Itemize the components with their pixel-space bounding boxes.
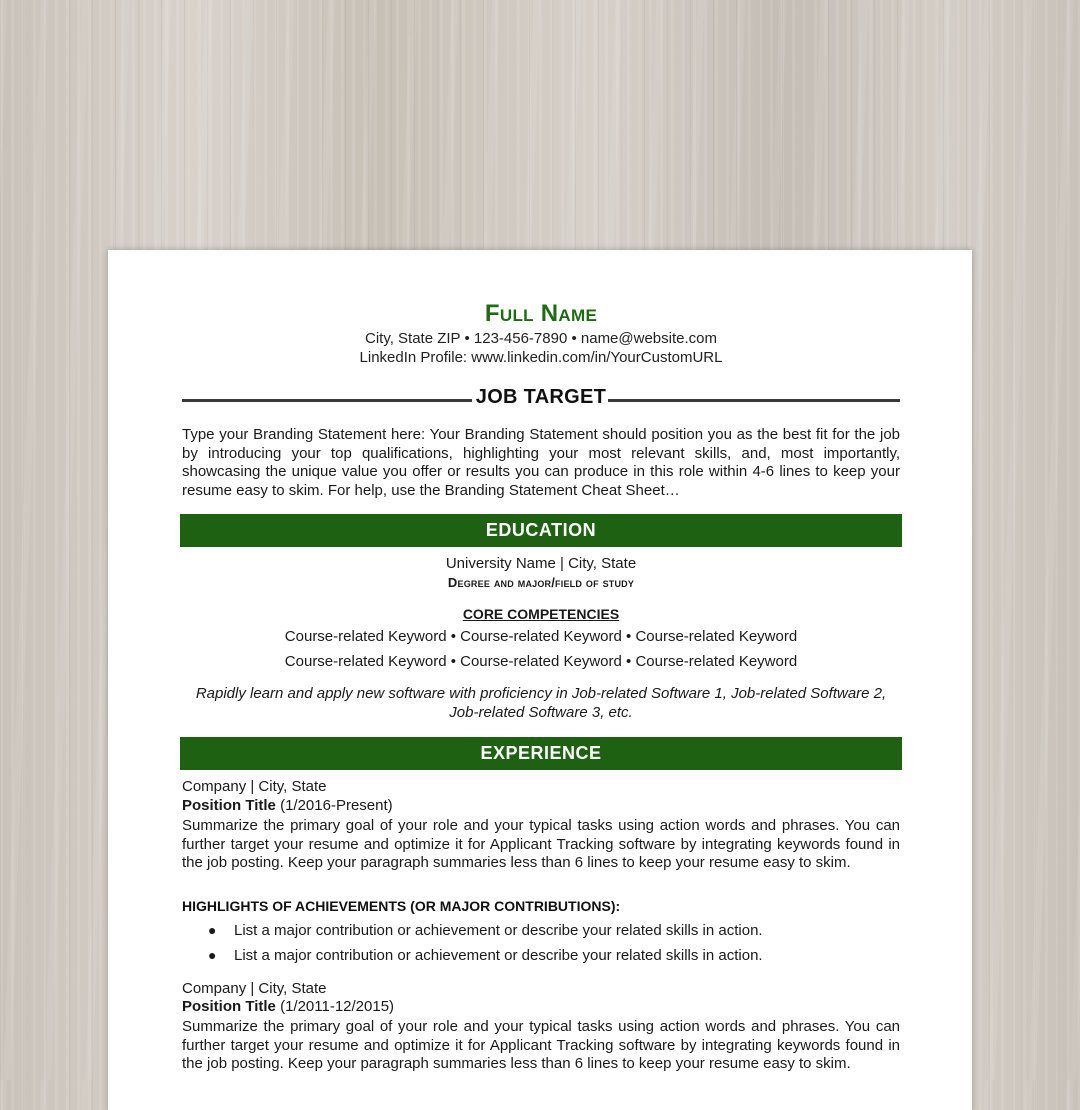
position-title: Position Title xyxy=(182,797,276,814)
keywords-row: Course-related Keyword • Course-related Keyword • Course-related Keyword xyxy=(284,653,798,670)
experience-heading: EXPERIENCE xyxy=(180,737,902,770)
bullet-icon: ● xyxy=(208,947,217,963)
contact-line: City, State ZIP • 123-456-7890 • name@website.com xyxy=(364,330,717,347)
education-heading: EDUCATION xyxy=(180,514,902,547)
bullet-text: List a major contribution or achievement or describe your related skills in action. xyxy=(234,947,763,964)
branding-statement: Type your Branding Statement here: Your Branding Statement should position you as the best fit for the job by introducing your top qualifications, highlighting your most relevant skills, and, most importantly, showcasing the unique value you offer or results you can produce in this role within 4-6 lines to keep your resume easy to skim. For help, use the Branding Statement Cheat Sheet… xyxy=(182,426,900,499)
position-title: Position Title xyxy=(182,998,276,1015)
position-dates: (1/2016-Present) xyxy=(280,797,393,814)
core-competencies-heading: CORE COMPETENCIES xyxy=(462,606,620,622)
highlights-heading: HIGHLIGHTS OF ACHIEVEMENTS (OR MAJOR CONTRIBUTIONS): xyxy=(182,898,621,914)
resume-page xyxy=(108,250,972,1110)
linkedin-line: LinkedIn Profile: www.linkedin.com/in/YourCustomURL xyxy=(359,349,723,366)
full-name: Full Name xyxy=(484,300,598,327)
software-proficiency: Rapidly learn and apply new software with proficiency in Job-related Software 1, Job-related Software 2, Job-related Software 3, etc. xyxy=(195,685,887,721)
job-target-header xyxy=(182,386,900,412)
degree-line: Degree and major/field of study xyxy=(447,575,635,590)
job-target-heading: JOB TARGET xyxy=(475,386,607,408)
bullet-icon: ● xyxy=(208,922,217,938)
bullet-text: List a major contribution or achievement or describe your related skills in action. xyxy=(234,922,763,939)
list-item xyxy=(208,947,763,964)
position-dates: (1/2011-12/2015) xyxy=(280,998,395,1015)
company-line: Company | City, State xyxy=(182,778,327,795)
keywords-row: Course-related Keyword • Course-related Keyword • Course-related Keyword xyxy=(284,628,798,645)
university-line: University Name | City, State xyxy=(445,555,637,572)
job-summary: Summarize the primary goal of your role and your typical tasks using action words and phrases. You can further target your resume and optimize it for Applicant Tracking software by integrating keywords found in the job posting. Keep your paragraph summaries less than 6 lines to keep your resume easy to skim. xyxy=(182,1018,900,1072)
list-item xyxy=(208,922,763,939)
position-line xyxy=(182,797,393,814)
company-line: Company | City, State xyxy=(182,980,327,997)
job-summary: Summarize the primary goal of your role and your typical tasks using action words and phrases. You can further target your resume and optimize it for Applicant Tracking software by integrating keywords found in the job posting. Keep your paragraph summaries less than 6 lines to keep your resume easy to skim. xyxy=(182,817,900,871)
position-line xyxy=(182,998,394,1015)
